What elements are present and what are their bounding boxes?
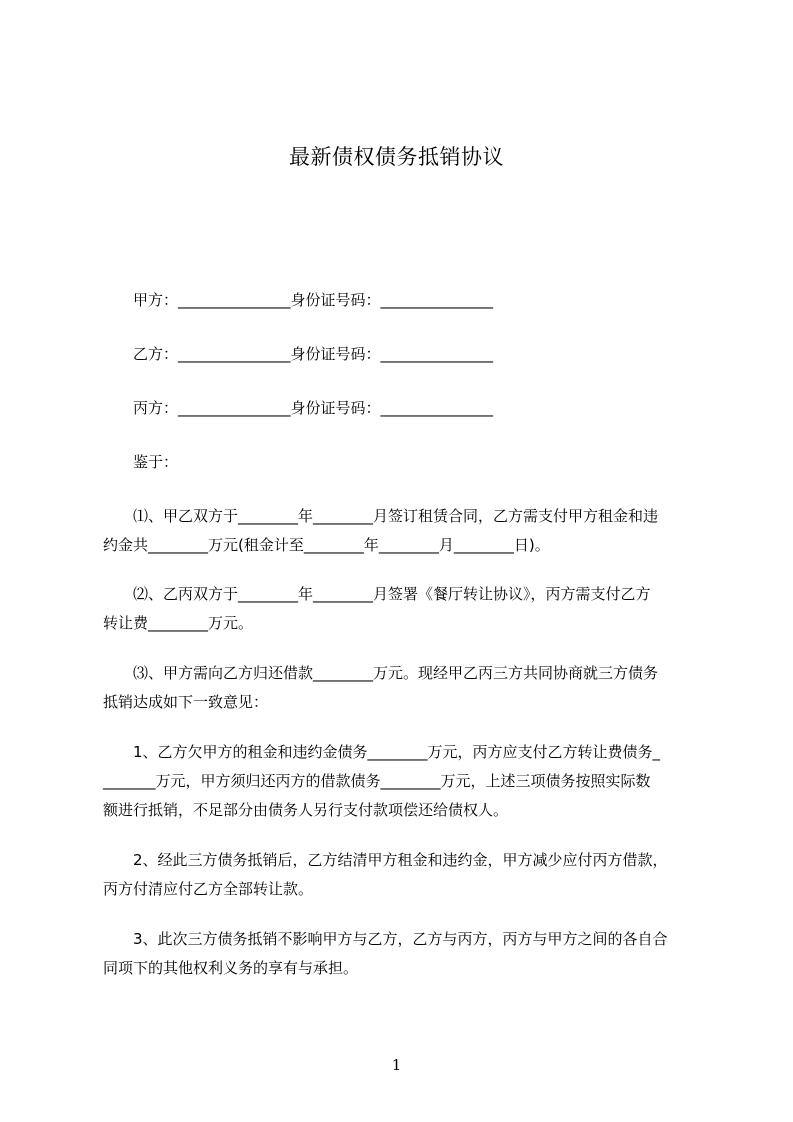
clause-1-line-1: 1、乙方欠甲方的租金和违约金债务________万元，丙方应支付乙方转让费债务_ [103,743,661,761]
party-a-line: 甲方：_______________身份证号码：_______________ [103,291,494,309]
recital-2-line-1: ⑵、乙丙双方于________年________月签署《餐厅转让协议》，丙方需支付乙方 [103,585,651,603]
clause-2 [103,846,713,904]
clause-2-line-2: 丙方付清应付乙方全部转让款。 [103,880,314,898]
recital-1-line-1: ⑴、甲乙双方于________年________月签订租赁合同，乙方需支付甲方租金和违 [103,507,659,525]
recital-3-line-1: ⑶、甲方需向乙方归还借款________万元。现经甲乙丙三方共同协商就三方债务 [103,664,659,682]
recital-1 [103,502,713,560]
clause-3-line-1: 3、此次三方债务抵销不影响甲方与乙方，乙方与丙方，丙方与甲方之间的各自合 [103,930,668,948]
party-b-line: 乙方：_______________身份证号码：_______________ [103,345,494,363]
whereas-label: 鉴于： [103,453,179,471]
clause-1-line-3: 额进行抵销，不足部分由债务人另行支付款项偿还给债权人。 [103,801,509,819]
page-number: 1 [391,1056,402,1074]
recital-1-line-2: 约金共________万元(租金计至________年________月________日)。 [103,536,550,554]
clause-2-line-1: 2、经此三方债务抵销后，乙方结清甲方租金和违约金，甲方减少应付丙方借款， [103,851,668,869]
clause-3 [103,925,713,983]
recital-2 [103,580,713,638]
recital-2-line-2: 转让费________万元。 [103,614,254,632]
party-c-line: 丙方：_______________身份证号码：_______________ [103,399,494,417]
clause-1 [103,738,713,825]
document-title: 最新债权债务抵销协议 [289,145,504,169]
clause-3-line-2: 同项下的其他权利义务的享有与承担。 [103,959,359,977]
clause-1-line-2: _______万元，甲方须归还丙方的借款债务________万元，上述三项债务按照实际数 [103,772,651,790]
recital-3 [103,659,713,717]
recital-3-line-2: 抵销达成如下一致意见： [103,693,269,711]
